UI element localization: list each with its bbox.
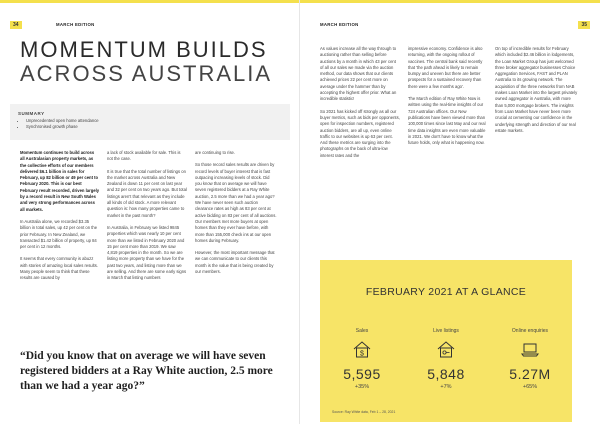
stat-online-enquiries — [488, 328, 572, 390]
body-paragraph: It is true that the total number of listings on the market across Australia and New Zealand is down 11 per cent on last year and 32 per cent on two years ago. But total listings aren't that relevant as they include all kinds of old stock. A more relevant question is: how many properties came to market in the past month? — [107, 168, 187, 218]
stat-label: Sales — [355, 328, 369, 334]
edition-label: MARCH EDITION — [320, 22, 359, 27]
body-paragraph: are continuing to rise. — [195, 150, 236, 155]
body-paragraph: The March edition of Ray White Now is written using the real-time insights of our 724 Australian offices. Our New publications have been viewed more than 100,000 times since last May and our real time data insights are even more valuable in 2021. We don't have to know what the future holds, only what is happening now. — [408, 96, 486, 146]
svg-text:$: $ — [360, 350, 364, 358]
lead-paragraph: Momentum continues to build across all Australasian property markets, as the collective efforts of our members delivered $6.1 billion in sales for February, up 82 billion or 49 per cent to February 2020. This is our best February result recorded, driven largely by a record result in New South Wales and very strong performances across all markets. — [20, 150, 100, 212]
stat-value: 5.27M — [509, 366, 551, 382]
summary-bullet: • Unprecedented open home attendance — [26, 118, 99, 124]
edition-label: MARCH EDITION — [56, 22, 95, 27]
headline — [20, 38, 272, 86]
body-paragraph: impressive economy. Confidence is also returning, with the ongoing rollout of vaccines. The central bank said recently that 'the path ahead is likely to remain bumpy and uneven but there are better prospects for a sustained recovery than there were a few months ago'. — [408, 46, 483, 89]
summary-list — [20, 118, 99, 130]
summary-box — [10, 104, 290, 140]
body-paragraph: In Australia alone, we recorded $3.35 billion in total sales, up 42 per cent on the prior February. In New Zealand, we transacted $1.42 billion of property, up 84 per cent in 12 months. — [20, 218, 98, 250]
body-paragraph: In Australia, in February we listed 9845 properties which was nearly 10 per cent more than we listed in February 2020 and 15 per cent more than 2019. We saw 4,819 properties in the month. So we are listing more property than we have for the past two years, and listing more than we are selling. And there are some early signs in March that listing numbers — [107, 224, 187, 281]
body-paragraph: As values increase all the way through to auctioning rather than selling before auctions by a month in which 43 per cent of all our sales we made via the auction method, our data shows that our clients achieved prices 22 per cent more on average under the hammer than by accepting the highest offer prior. What an incredible statistic! — [320, 46, 397, 102]
body-paragraph: So 2021 has kicked off strongly as all our buyer metrics, such as bids per opponents, open for inspection numbers, registered auction bidders, are all up, even online traffic to our websites is up 63 per cent. And these metrics are surging into the photographs on the back of ultra-low interest rates and the — [320, 108, 400, 158]
summary-bullet: • Synchronised growth phase — [26, 124, 99, 130]
glance-title: FEBRUARY 2021 AT A GLANCE — [365, 286, 527, 298]
right-page — [300, 0, 600, 424]
stat-live-listings — [404, 328, 488, 390]
body-paragraph: It seems that every community is abuzz with stories of amazing local sales results. Many people seem to think that these results are caused by — [20, 256, 98, 281]
page-number: 34 — [10, 21, 22, 29]
top-accent-bar — [300, 0, 600, 3]
stat-value: 5,848 — [427, 366, 465, 382]
glance-source: Source: Ray White data, Feb 1 – 28, 2021 — [332, 410, 396, 414]
summary-title: SUMMARY — [18, 111, 45, 116]
pull-quote: “Did you know that on average we will have seven registered bidders at a Ray White auction, 2.5 more than we had a year ago?” — [20, 350, 273, 392]
body-paragraph: So those record sales results are driven by record levels of buyer interest that is fast outpacing increasing levels of stock. Did you know that on average we will have seven registered bidders at a Ray White auction, 2.5 more than we had a year ago? We have never seen such auction clearance rates as high as 83 per cent at active bidding on 83 per cent of all auctions. Our members met more buyers at open homes than they ever have before, with more than 155,000 check ins at our open homes during February. — [195, 162, 277, 243]
stat-label: Online enquiries — [511, 328, 549, 334]
stat-change: +35% — [354, 384, 370, 390]
house-key-icon — [435, 338, 457, 360]
top-accent-bar — [0, 0, 300, 3]
body-paragraph: a lack of stock available for sale. This is not the case. — [107, 150, 181, 162]
house-dollar-icon — [351, 338, 373, 360]
at-a-glance-panel — [320, 260, 572, 422]
body-paragraph: However, the most important message that we can communicate to our clients this month is the value that is being created by our members. — [195, 250, 275, 275]
stat-sales — [320, 328, 404, 390]
laptop-icon — [519, 338, 541, 360]
right-column-1 — [320, 46, 400, 165]
left-column-2 — [107, 150, 187, 288]
stat-label: Live listings — [433, 328, 459, 334]
headline-line1: MOMENTUM BUILDS — [20, 37, 268, 62]
stat-change: +7% — [440, 384, 452, 390]
right-column-2 — [408, 46, 488, 152]
stat-change: +65% — [522, 384, 538, 390]
body-paragraph: On top of incredible results for February which included $2.46 billion in lodgements, the Loan Market Group has just welcomed three broker aggregator businesses Choice Aggregation Services, FAST and PLAN Australia to its growing network. The acquisition of the three networks from NAB makes Loan Market into the largest privately owned aggregator in Australia, with more than 5,000 mortgage brokers. The insights from Loan Market have never been more crucial at cementing our confidence in the underlying strength and direction of our real estate markets. — [495, 46, 578, 133]
headline-line2: ACROSS AUSTRALIA — [20, 61, 273, 86]
stat-value: 5,595 — [343, 366, 381, 382]
left-column-1 — [20, 150, 100, 288]
page-number: 35 — [578, 21, 590, 29]
left-column-3 — [195, 150, 277, 281]
right-column-3 — [495, 46, 579, 140]
